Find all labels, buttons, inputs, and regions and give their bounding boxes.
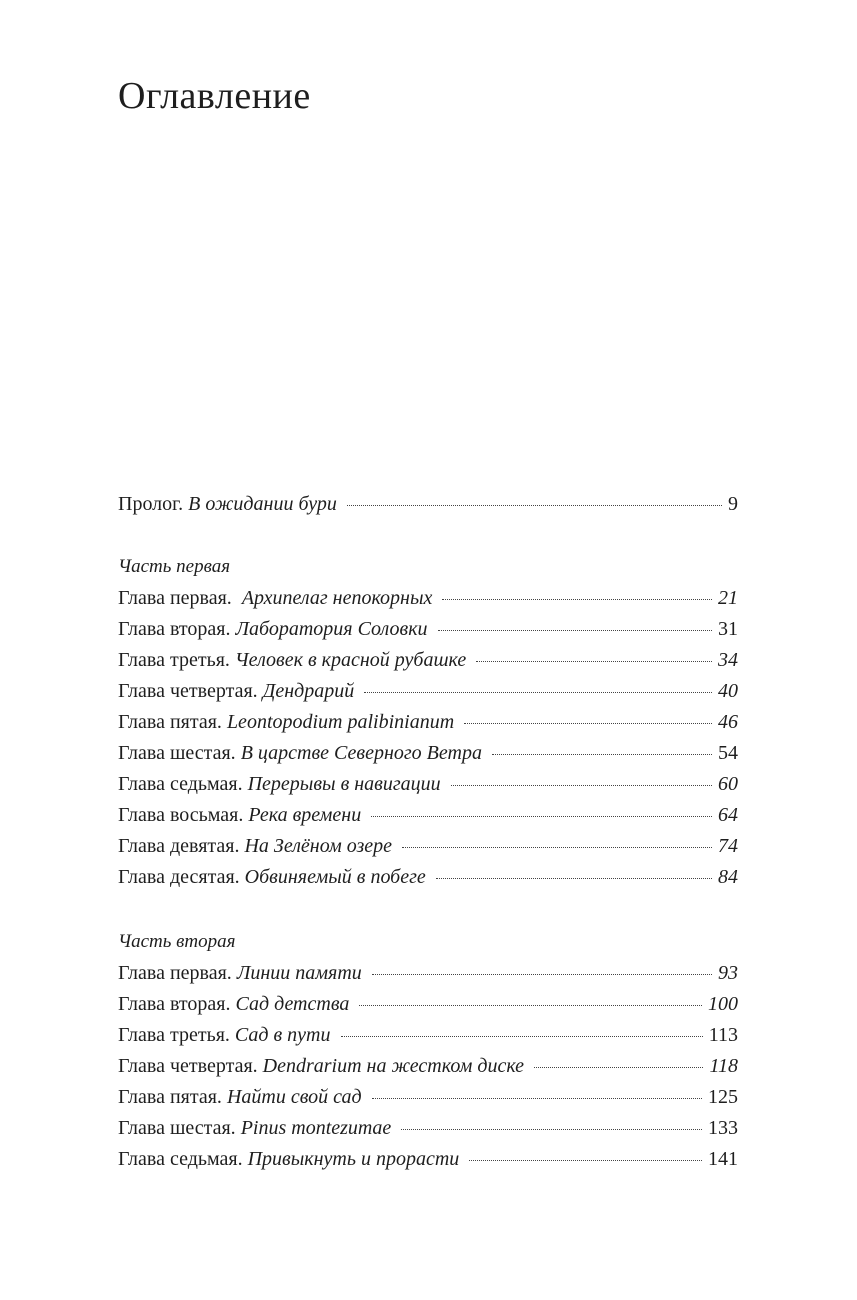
entry-title: Глава вторая. Сад детства xyxy=(118,993,350,1015)
dot-leader xyxy=(372,974,712,975)
toc-entry[interactable] xyxy=(118,962,738,993)
page-number: 60 xyxy=(718,773,738,795)
toc-entry[interactable] xyxy=(118,1117,738,1148)
dot-leader xyxy=(451,785,712,786)
dot-leader xyxy=(442,599,712,600)
toc-entry[interactable] xyxy=(118,711,738,742)
dot-leader xyxy=(359,1005,702,1006)
entry-title: Глава восьмая. Река времени xyxy=(118,804,362,826)
entry-title: Глава четвертая. Dendrarium на жестком диске xyxy=(118,1055,525,1077)
entry-title: Глава шестая. В царстве Северного Ветра xyxy=(118,742,482,764)
entry-title: Глава четвертая. Дендрарий xyxy=(118,680,355,702)
page-number: 21 xyxy=(718,587,738,609)
toc-entry[interactable] xyxy=(118,618,738,649)
page-number: 34 xyxy=(718,649,738,671)
part-heading: Часть вторая xyxy=(118,931,236,952)
entry-title: Глава седьмая. Привыкнуть и прорасти xyxy=(118,1148,460,1170)
page-number: 54 xyxy=(718,742,738,764)
page-number: 141 xyxy=(708,1148,738,1170)
entry-title: Глава первая. Линии памяти xyxy=(118,962,362,984)
dot-leader xyxy=(341,1036,703,1037)
dot-leader xyxy=(364,692,712,693)
toc-entry[interactable] xyxy=(118,1148,738,1179)
page-number: 64 xyxy=(718,804,738,826)
toc-entry[interactable] xyxy=(118,1086,738,1117)
dot-leader xyxy=(476,661,712,662)
page-number: 74 xyxy=(718,835,738,857)
toc-entry[interactable] xyxy=(118,804,738,835)
dot-leader xyxy=(371,816,712,817)
toc-entry[interactable] xyxy=(118,742,738,773)
entry-title: Глава первая. Архипелаг непокорных xyxy=(118,587,433,609)
page-number: 84 xyxy=(718,866,738,888)
page-number: 46 xyxy=(718,711,738,733)
dot-leader xyxy=(438,630,712,631)
entry-title: Глава третья. Сад в пути xyxy=(118,1024,331,1046)
page-number: 93 xyxy=(718,962,738,984)
entry-title: Глава третья. Человек в красной рубашке xyxy=(118,649,467,671)
entry-title: Глава шестая. Pinus montezumae xyxy=(118,1117,392,1139)
entry-title: Глава девятая. На Зелёном озере xyxy=(118,835,393,857)
page-title: Оглавление xyxy=(118,75,311,117)
page-number: 133 xyxy=(708,1117,738,1139)
entry-title: Пролог. В ожидании бури xyxy=(118,493,337,515)
toc-entry[interactable] xyxy=(118,835,738,866)
toc-entry-prologue[interactable] xyxy=(118,493,738,524)
toc-entry[interactable] xyxy=(118,773,738,804)
page-number: 9 xyxy=(728,493,738,515)
dot-leader xyxy=(469,1160,702,1161)
page-number: 125 xyxy=(708,1086,738,1108)
dot-leader xyxy=(436,878,712,879)
toc-entry[interactable] xyxy=(118,680,738,711)
part-heading: Часть первая xyxy=(118,556,231,577)
entry-title: Глава седьмая. Перерывы в навигации xyxy=(118,773,441,795)
dot-leader xyxy=(534,1067,703,1068)
page-number: 31 xyxy=(718,618,738,640)
entry-title: Глава пятая. Leontopodium palibinianum xyxy=(118,711,455,733)
dot-leader xyxy=(372,1098,702,1099)
toc-entry[interactable] xyxy=(118,587,738,618)
dot-leader xyxy=(492,754,712,755)
dot-leader xyxy=(402,847,712,848)
entry-title: Глава десятая. Обвиняемый в побеге xyxy=(118,866,426,888)
toc-entry[interactable] xyxy=(118,993,738,1024)
page-number: 40 xyxy=(718,680,738,702)
page-number: 100 xyxy=(708,993,738,1015)
page-number: 113 xyxy=(708,1024,738,1046)
page-number: 118 xyxy=(709,1055,738,1077)
dot-leader xyxy=(401,1129,702,1130)
entry-title: Глава пятая. Найти свой сад xyxy=(118,1086,362,1108)
entry-title: Глава вторая. Лаборатория Соловки xyxy=(118,618,428,640)
toc-entry[interactable] xyxy=(118,649,738,680)
toc-entry[interactable] xyxy=(118,1024,738,1055)
dot-leader xyxy=(464,723,712,724)
toc-entry[interactable] xyxy=(118,1055,738,1086)
toc-entry[interactable] xyxy=(118,866,738,897)
dot-leader xyxy=(347,505,722,506)
